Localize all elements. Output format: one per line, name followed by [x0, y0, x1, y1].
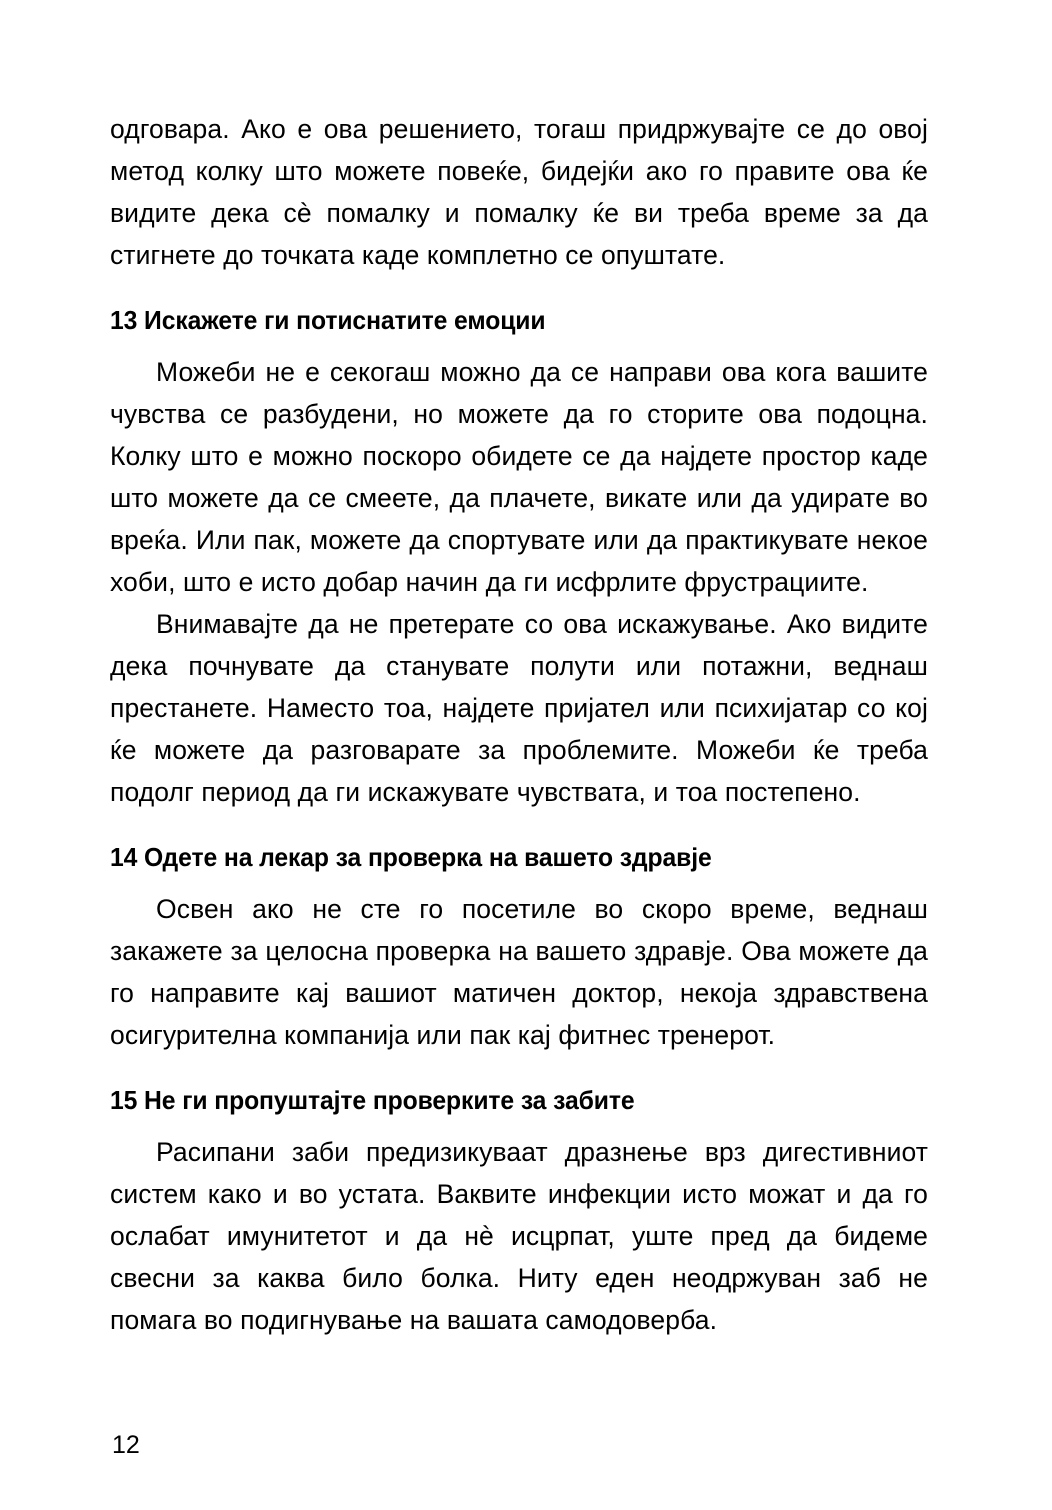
spacer — [110, 337, 928, 351]
spacer — [110, 813, 928, 840]
spacer — [110, 874, 928, 888]
paragraph-intro: одговара. Ако е ова решението, тогаш придржувајте се до овој метод колку што можете повеќе, бидејќи ако го правите ова ќе видите дека сè помалку и помалку ќе ви треба време за да стигнете до точката каде комплетно се опуштате. — [110, 114, 928, 270]
spacer — [110, 1117, 928, 1131]
section-heading-14: 14 Одете на лекар за проверка на вашето здравје — [110, 842, 712, 872]
page-number: 12 — [112, 1431, 140, 1459]
paragraph-15-1: Расипани заби предизикуваат дразнење врз дигестивниот систем како и во устата. Ваквите инфекции исто можат и да го ослабат имунитетот и да нè исцрпат, уште пред да бидеме свесни за каква било болка. Ниту еден неодржуван заб не помага во подигнување на вашата самодоверба. — [110, 1137, 928, 1335]
section-heading-13: 13 Искажете ги потиснатите емоции — [110, 305, 546, 335]
paragraph-13-2: Внимавајте да не претерате со ова искажување. Ако видите дека почнувате да станувате полути или потажни, веднаш престанете. Наместо тоа, најдете пријател или психијатар со кој ќе можете да разговарате за проблемите. Можеби ќе треба подолг период да ги искажувате чувствата, и тоа постепено. — [110, 609, 928, 807]
text-column — [110, 108, 928, 1341]
spacer — [110, 1056, 928, 1083]
section-heading-15: 15 Не ги пропуштајте проверките за забите — [110, 1085, 635, 1115]
spacer — [110, 276, 928, 303]
paragraph-14-1: Освен ако не сте го посетиле во скоро време, веднаш закажете за целосна проверка на вашето здравје. Ова можете да го направите кај вашиот матичен доктор, некоја здравствена осигурителна компанија или пак кај фитнес тренерот. — [110, 894, 928, 1050]
paragraph-13-1: Можеби не е секогаш можно да се направи ова кога вашите чувства се разбудени, но можете да го сторите ова подоцна. Колку што е можно поскоро обидете се да најдете простор каде што можете да се смеете, да плачете, викате или да удирате во вреќа. Или пак, можете да спортувате или да практикувате некое хоби, што е исто добар начин да ги исфрлите фрустрациите. — [110, 357, 928, 597]
